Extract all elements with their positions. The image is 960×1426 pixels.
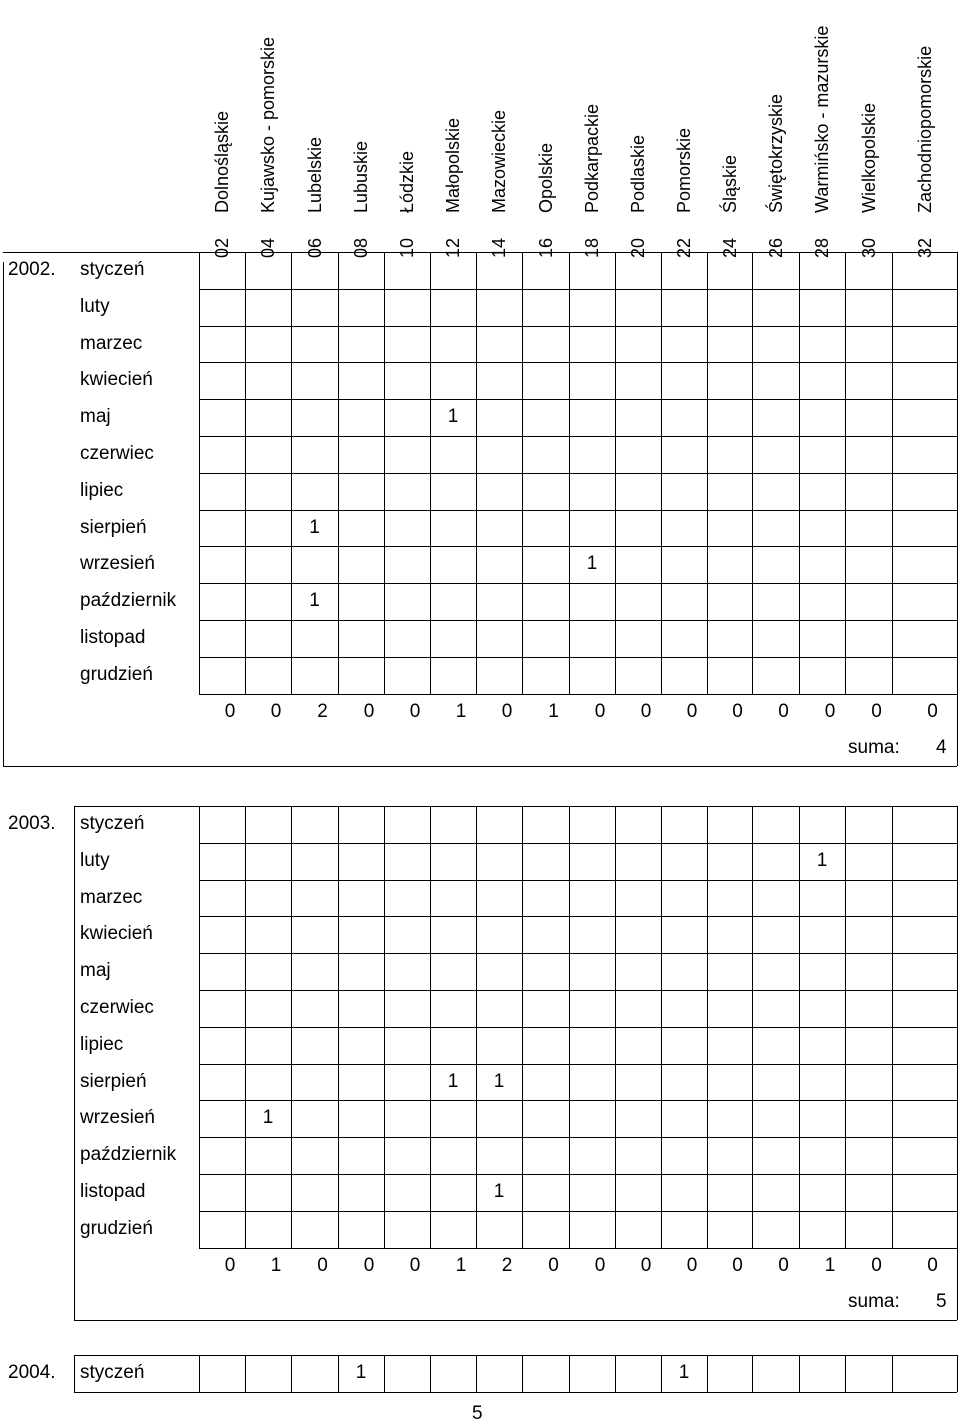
month-label: luty [80,295,110,317]
region-name: Zachodniopomorskie [914,45,935,213]
month-label: kwiecień [80,369,153,391]
grid-line [569,1355,570,1392]
region-code: 32 [914,237,935,258]
region-name: Pomorskie [674,127,694,213]
table-border [74,1320,957,1321]
month-label: kwiecień [80,923,153,945]
grid-line [199,1027,957,1028]
grid-line [291,1355,292,1392]
month-label: czerwiec [80,443,154,464]
column-total: 1 [548,700,559,722]
data-cell: 1 [493,1181,505,1202]
year-label: 2004. [8,1362,56,1383]
column-total: 0 [732,1254,743,1276]
month-label: październik [80,590,177,612]
region-name: Warmińsko - mazurskie [812,25,832,213]
region-name: Opolskie [535,142,556,213]
grid-line [199,399,957,400]
month-label: maj [80,406,111,428]
data-cell: 1 [447,1070,459,1092]
column-total: 0 [927,1254,938,1276]
column-total: 0 [409,700,421,722]
month-label: marzec [80,332,143,354]
column-total: 0 [363,1254,375,1276]
column-total: 0 [686,1254,698,1276]
month-label: grudzień [80,663,153,685]
table-border [74,806,75,1320]
grid-line [199,1064,957,1065]
month-label: sierpień [80,516,147,538]
month-label: lipiec [80,479,124,501]
month-label: wrzesień [80,553,155,575]
grid-line [199,583,957,584]
region-code: 02 [212,237,232,258]
grid-line [199,436,957,437]
region-code: 20 [628,237,648,258]
page-number: 5 [472,1403,483,1424]
grid-line [199,916,957,917]
column-total: 0 [594,1254,606,1276]
month-label: październik [80,1144,177,1166]
column-total: 0 [686,700,698,722]
column-total: 0 [927,700,938,722]
column-total: 0 [871,1254,882,1276]
column-total: 0 [871,700,882,722]
region-name: Śląskie [719,154,740,213]
grid-line [199,289,957,290]
region-name: Podkarpackie [582,103,602,213]
column-total: 1 [455,1254,467,1276]
month-label: styczeń [80,259,145,280]
grid-line [199,1137,957,1138]
region-name: Lubuskie [351,140,371,213]
grid-line [199,510,957,511]
column-total: 0 [270,700,282,722]
region-code: 08 [351,237,371,258]
table-border [3,252,957,253]
region-code: 24 [719,237,740,258]
data-cell: 1 [493,1070,505,1092]
month-label: listopad [80,627,146,648]
sum-label: suma: [848,736,900,758]
region-name: Podlaskie [628,134,648,213]
grid-line [384,1355,385,1392]
column-total: 0 [824,700,836,722]
data-cell: 1 [309,516,320,538]
data-cell: 1 [447,406,459,428]
region-code: 16 [535,237,556,258]
grid-line [199,546,957,547]
region-name: Świętokrzyskie [765,93,786,213]
column-total: 0 [501,700,513,722]
region-code: 22 [674,237,694,258]
region-code: 12 [443,237,463,258]
region-code: 18 [582,237,602,258]
region-name: Lubelskie [304,136,325,213]
table-border [957,806,958,1320]
column-total: 0 [224,1254,236,1276]
column-total: 0 [594,700,606,722]
grid-line [522,1355,523,1392]
column-total: 2 [317,700,328,722]
month-label: maj [80,960,111,982]
grid-line [799,1355,800,1392]
column-total: 0 [317,1254,328,1276]
month-label: marzec [80,886,143,908]
table-border [957,252,958,766]
column-total: 0 [778,700,789,722]
table-border [3,766,957,767]
data-cell: 1 [586,553,598,575]
grid-line [476,1355,477,1392]
region-name: Kujawsko - pomorskie [258,36,278,213]
column-total: 0 [363,700,375,722]
month-label: listopad [80,1181,146,1202]
column-total: 1 [455,700,467,722]
grid-line [199,362,957,363]
region-code: 28 [812,237,832,258]
year-label: 2002. [8,259,56,280]
grid-line [199,1100,957,1101]
region-code: 06 [304,237,325,258]
column-total: 0 [224,700,236,722]
region-code: 14 [489,237,509,258]
data-cell: 1 [355,1362,367,1383]
column-total: 0 [778,1254,789,1276]
grid-line [199,843,957,844]
column-total: 1 [824,1254,836,1276]
table-border [957,1355,958,1392]
data-cell: 1 [262,1107,274,1129]
grid-line [199,694,957,695]
region-name: Łódzkie [397,150,417,213]
grid-line [845,1355,846,1392]
month-label: lipiec [80,1033,124,1055]
sum-label: suma: [848,1290,900,1312]
data-cell: 1 [678,1362,690,1383]
grid-line [199,1211,957,1212]
grid-line [892,1355,893,1392]
region-name: Wielkopolskie [858,102,879,213]
grid-line [245,1355,246,1392]
column-total: 1 [270,1254,282,1276]
column-total: 2 [501,1254,513,1276]
column-total: 0 [409,1254,421,1276]
table-border [3,262,4,766]
grid-line [199,880,957,881]
grid-line [199,1174,957,1175]
month-label: wrzesień [80,1107,155,1129]
region-name: Mazowieckie [489,109,509,213]
grid-line [199,953,957,954]
grid-line [199,657,957,658]
data-cell: 1 [309,590,320,612]
year-label: 2003. [8,813,56,834]
region-name: Małopolskie [443,117,463,213]
grid-line [199,990,957,991]
grid-line [199,620,957,621]
column-total: 0 [732,700,743,722]
column-total: 0 [640,700,652,722]
region-code: 30 [858,237,879,258]
grid-line [199,1248,957,1249]
grid-line [752,1355,753,1392]
table-border [74,806,957,807]
grid-line [615,1355,616,1392]
region-code: 26 [765,237,786,258]
region-code: 10 [397,237,417,258]
grid-line [430,1355,431,1392]
grid-line [199,1355,200,1392]
sum-value: 5 [936,1290,947,1312]
table-border [74,1355,957,1356]
region-code: 04 [258,237,278,258]
column-total: 0 [640,1254,652,1276]
grid-line [707,1355,708,1392]
region-name: Dolnośląskie [212,110,232,213]
data-cell: 1 [816,849,828,871]
table-border [74,1355,75,1392]
month-label: luty [80,849,110,871]
column-total: 0 [548,1254,559,1276]
month-label: styczeń [80,1362,145,1383]
sum-value: 4 [936,736,947,758]
month-label: grudzień [80,1217,153,1239]
grid-line [199,1392,957,1393]
month-label: sierpień [80,1070,147,1092]
grid-line [199,473,957,474]
grid-line [199,326,957,327]
month-label: czerwiec [80,997,154,1018]
month-label: styczeń [80,813,145,834]
